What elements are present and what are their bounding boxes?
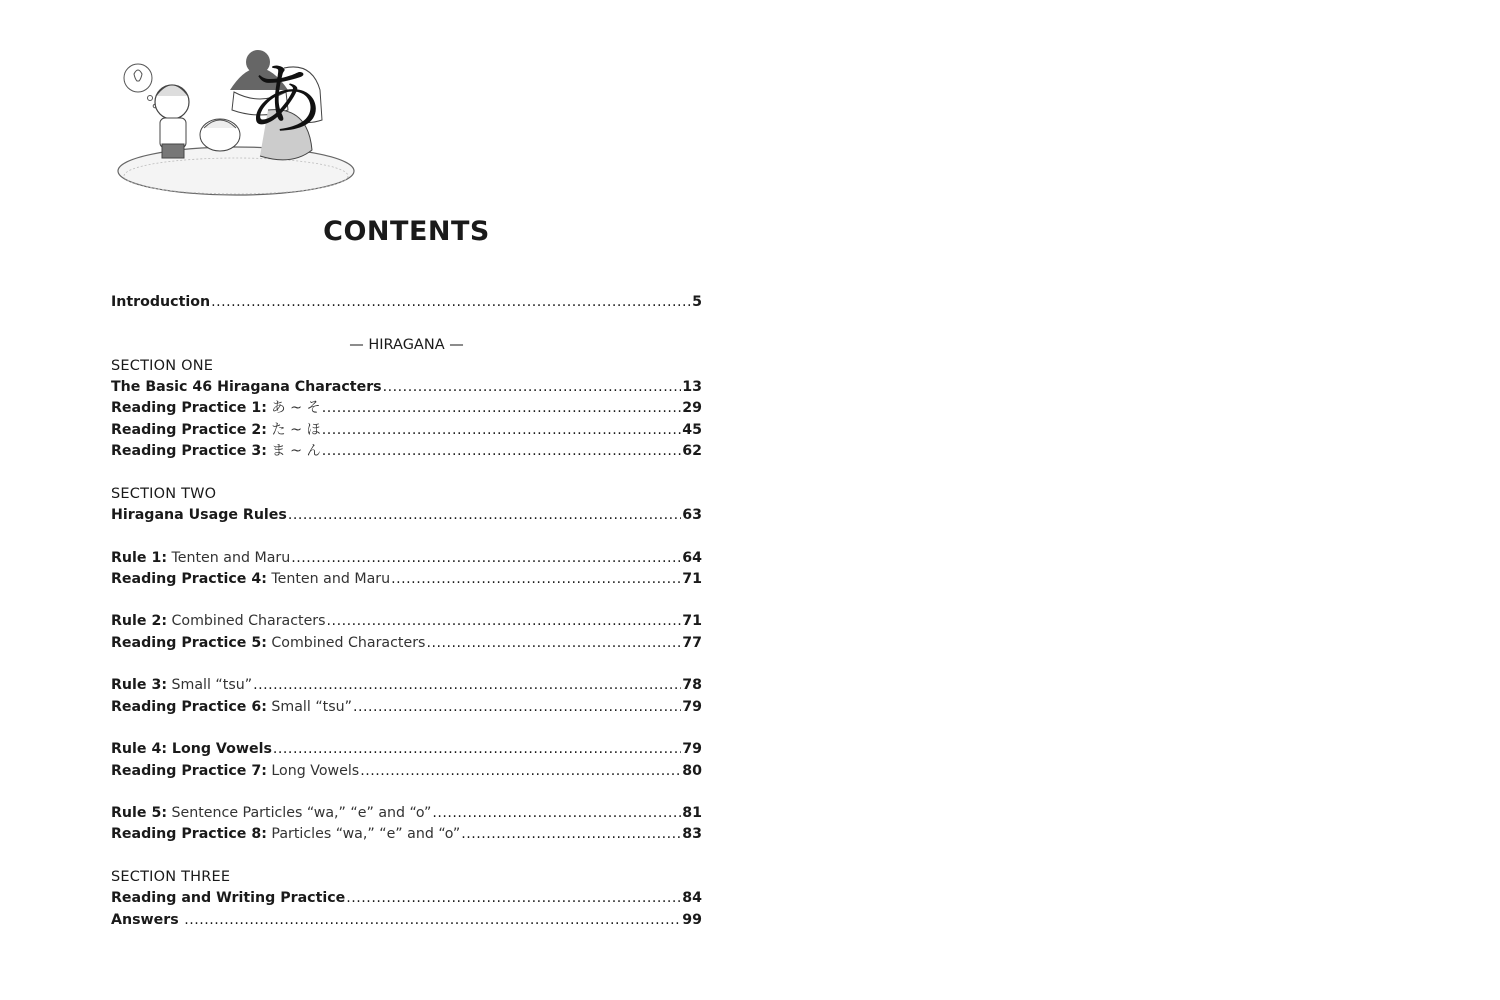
page-number: 29 bbox=[682, 400, 702, 417]
entry-title bbox=[111, 824, 460, 845]
entry-title-subtitle: Combined Characters bbox=[266, 634, 426, 651]
toc-entry[interactable] bbox=[111, 803, 702, 824]
entry-title bbox=[111, 398, 321, 419]
toc-entry[interactable] bbox=[111, 548, 702, 569]
dot-leader bbox=[391, 569, 681, 590]
dot-leader bbox=[360, 761, 681, 782]
page-number: 5 bbox=[692, 294, 702, 310]
entry-title-subtitle: Small “tsu” bbox=[266, 698, 352, 715]
toc-entry[interactable] bbox=[111, 910, 702, 931]
toc-entry[interactable] bbox=[111, 697, 702, 718]
dot-leader bbox=[291, 548, 681, 569]
page-number: 80 bbox=[682, 762, 702, 779]
toc-entry[interactable] bbox=[111, 505, 702, 526]
entry-title-bold: Reading Practice 1: bbox=[111, 400, 267, 417]
entry-title bbox=[111, 803, 431, 824]
section-heading: SECTION THREE bbox=[111, 869, 231, 886]
entry-title-bold: Reading and Writing Practice bbox=[111, 890, 346, 907]
toc-entry[interactable] bbox=[111, 377, 702, 398]
entry-title-bold: Reading Practice 2: bbox=[111, 421, 267, 438]
toc-entry[interactable] bbox=[111, 675, 702, 696]
entry-title-subtitle: あ ~ そ bbox=[266, 400, 321, 417]
toc-entry[interactable] bbox=[111, 633, 702, 654]
dot-leader bbox=[288, 505, 681, 526]
entry-title bbox=[111, 888, 345, 909]
dot-leader bbox=[353, 697, 681, 718]
dot-leader bbox=[322, 398, 682, 419]
dot-leader bbox=[383, 377, 682, 398]
page-number: 79 bbox=[682, 741, 702, 758]
page-number: 13 bbox=[682, 379, 702, 396]
toc-entry[interactable] bbox=[111, 761, 702, 782]
entry-title bbox=[111, 569, 390, 590]
toc-entry[interactable] bbox=[111, 441, 702, 462]
dot-leader bbox=[253, 675, 681, 696]
page-number: 84 bbox=[682, 890, 702, 907]
dot-leader bbox=[273, 739, 681, 760]
section-heading: SECTION TWO bbox=[111, 485, 217, 502]
entry-title-bold: Rule 5: bbox=[111, 805, 167, 822]
page-number: 45 bbox=[682, 421, 702, 438]
entry-title-subtitle: ま ~ ん bbox=[266, 443, 321, 460]
entry-title-bold: Reading Practice 6: bbox=[111, 698, 267, 715]
entry-title-subtitle: Particles “wa,” “e” and “o” bbox=[266, 826, 461, 843]
entry-title-bold: Hiragana Usage Rules bbox=[111, 506, 287, 523]
toc-entry[interactable] bbox=[111, 824, 702, 845]
page-number: 81 bbox=[682, 805, 702, 822]
toc-entry[interactable] bbox=[111, 888, 702, 909]
dot-leader bbox=[322, 441, 682, 462]
entry-title: Introduction bbox=[111, 294, 211, 310]
entry-title bbox=[111, 377, 382, 398]
entry-title bbox=[111, 548, 290, 569]
toc-entry[interactable] bbox=[111, 611, 702, 632]
entry-title-subtitle: Tenten and Maru bbox=[266, 570, 391, 587]
page-number: 71 bbox=[682, 570, 702, 587]
page-number: 77 bbox=[682, 634, 702, 651]
part-divider-hiragana: — HIRAGANA — bbox=[349, 336, 464, 353]
entry-title-bold: Reading Practice 4: bbox=[111, 570, 267, 587]
hiragana-illustration bbox=[108, 40, 358, 205]
right-page bbox=[750, 0, 1500, 1000]
entry-title bbox=[111, 420, 321, 441]
entry-title bbox=[111, 739, 272, 760]
page-number: 99 bbox=[682, 911, 702, 928]
page-number: 64 bbox=[682, 549, 702, 566]
entry-title-subtitle: Long Vowels bbox=[266, 762, 360, 779]
page-number: 71 bbox=[682, 613, 702, 630]
entry-title-bold: The Basic 46 Hiragana Characters bbox=[111, 379, 382, 396]
toc-hiragana bbox=[111, 292, 702, 931]
toc-entry[interactable] bbox=[111, 569, 702, 590]
entry-title-bold: Rule 2: bbox=[111, 613, 167, 630]
toc-entry[interactable] bbox=[111, 398, 702, 419]
entry-title-subtitle bbox=[179, 912, 184, 928]
dot-leader bbox=[346, 888, 681, 909]
entry-title-bold: Rule 3: bbox=[111, 677, 167, 694]
entry-title-subtitle: た ~ ほ bbox=[266, 421, 321, 438]
dot-leader bbox=[461, 824, 681, 845]
entry-title-bold: Reading Practice 3: bbox=[111, 443, 267, 460]
page-title: CONTENTS bbox=[323, 216, 490, 247]
left-sections bbox=[111, 356, 702, 931]
entry-title-bold: Answers bbox=[111, 911, 179, 928]
page-number: 79 bbox=[682, 698, 702, 715]
entry-title bbox=[111, 910, 183, 931]
entry-title-subtitle: Sentence Particles “wa,” “e” and “o” bbox=[167, 805, 432, 822]
entry-title-subtitle: Small “tsu” bbox=[167, 677, 253, 694]
entry-title bbox=[111, 611, 326, 632]
dot-leader bbox=[184, 910, 681, 931]
page-number: 62 bbox=[682, 443, 702, 460]
entry-title-bold: Rule 4: Long Vowels bbox=[111, 741, 272, 758]
entry-title-subtitle: Tenten and Maru bbox=[167, 549, 291, 566]
toc-entry-introduction[interactable] bbox=[111, 292, 702, 313]
hiragana-a-glyph: あ bbox=[246, 56, 325, 146]
entry-title-bold: Reading Practice 8: bbox=[111, 826, 267, 843]
entry-title bbox=[111, 675, 252, 696]
entry-title bbox=[111, 505, 287, 526]
entry-title bbox=[111, 761, 359, 782]
entry-title bbox=[111, 441, 321, 462]
page-number: 78 bbox=[682, 677, 702, 694]
entry-title-bold: Reading Practice 7: bbox=[111, 762, 267, 779]
page-number: 83 bbox=[682, 826, 702, 843]
entry-title bbox=[111, 697, 352, 718]
dot-leader bbox=[426, 633, 681, 654]
entry-title-bold: Rule 1: bbox=[111, 549, 167, 566]
toc-entry[interactable] bbox=[111, 420, 702, 441]
page-number: 63 bbox=[682, 506, 702, 523]
dot-leader bbox=[432, 803, 681, 824]
dot-leader bbox=[211, 292, 691, 313]
toc-entry[interactable] bbox=[111, 739, 702, 760]
entry-title bbox=[111, 633, 425, 654]
section-heading: SECTION ONE bbox=[111, 357, 214, 374]
entry-title-subtitle: Combined Characters bbox=[167, 613, 326, 630]
dot-leader bbox=[327, 611, 682, 632]
dot-leader bbox=[322, 420, 682, 441]
entry-title-bold: Reading Practice 5: bbox=[111, 634, 267, 651]
